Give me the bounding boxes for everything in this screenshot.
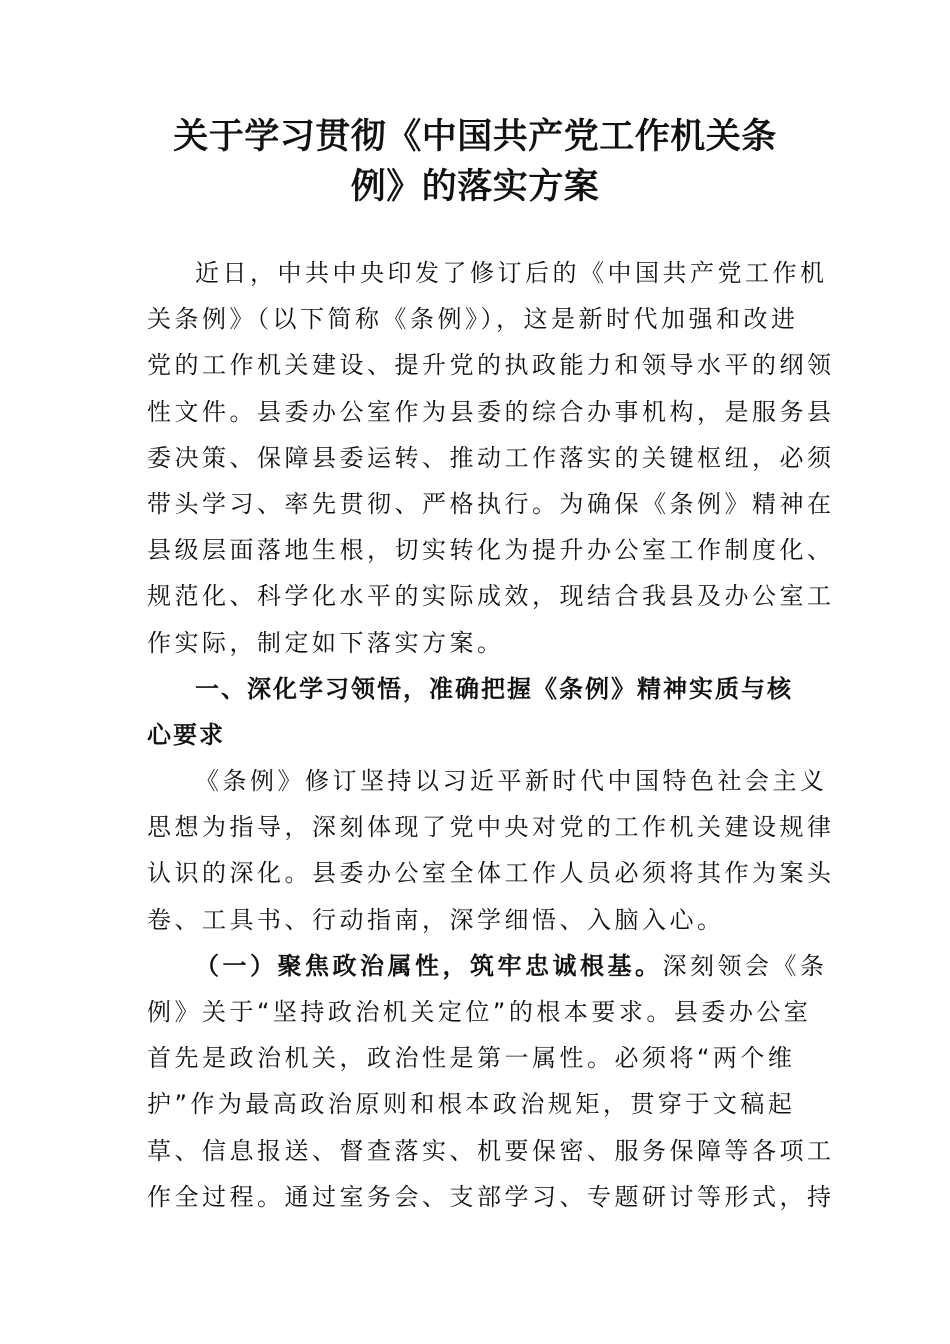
subsection-lead: （一）聚焦政治属性，筑牢忠诚根基。 xyxy=(195,951,663,980)
text-line: 首先是政治机关，政治性是第一属性。必须将“两个维 xyxy=(147,1044,796,1073)
paragraph-political xyxy=(147,943,835,1220)
text-line: 关条例》（以下简称《条例》），这是新时代加强和改进 xyxy=(147,305,799,334)
text-line: 例》关于“坚持政治机关定位”的根本要求。县委办公室 xyxy=(147,998,812,1026)
text-line: 性文件。县委办公室作为县委的综合办事机构，是服务县 xyxy=(147,397,835,426)
text-line xyxy=(147,943,828,989)
heading-line: 一、深化学习领悟，准确把握《条例》精神实质与核 xyxy=(195,674,793,703)
text-line: 认识的深化。县委办公室全体工作人员必须将其作为案头 xyxy=(147,859,835,888)
text-line: 护”作为最高政治原则和根本政治规矩，贯穿于文稿起 xyxy=(147,1090,796,1119)
text-line: 作全过程。通过室务会、支部学习、专题研讨等形式，持 xyxy=(147,1182,835,1211)
text-line: 作实际，制定如下落实方案。 xyxy=(147,628,505,657)
paragraph-intro xyxy=(147,250,835,666)
title-line-1: 关于学习贯彻《中国共产党工作机关条 xyxy=(173,116,777,157)
text-line: 规范化、科学化水平的实际成效，现结合我县及办公室工 xyxy=(147,582,835,611)
title-line-2: 例》的落实方案 xyxy=(350,166,600,207)
text-line: 卷、工具书、行动指南，深学细悟、入脑入心。 xyxy=(147,905,725,934)
text-line: 党的工作机关建设、提升党的执政能力和领导水平的纲领 xyxy=(147,351,835,380)
text-line: 草、信息报送、督查落实、机要保密、服务保障等各项工 xyxy=(147,1136,835,1165)
text-line: 县级层面落地生根，切实转化为提升办公室工作制度化、 xyxy=(147,536,835,565)
section-heading-1 xyxy=(147,666,807,758)
text-line: 《条例》修订坚持以习近平新时代中国特色社会主义 xyxy=(195,767,828,796)
text-line: 近日，中共中央印发了修订后的《中国共产党工作机 xyxy=(195,259,828,287)
text-line: 委决策、保障县委运转、推动工作落实的关键枢纽，必须 xyxy=(147,443,835,472)
paragraph-study xyxy=(147,758,835,943)
text-fragment: 深刻领会《条 xyxy=(662,951,828,980)
heading-line: 心要求 xyxy=(147,720,225,749)
text-line: 思想为指导，深刻体现了党中央对党的工作机关建设规律 xyxy=(147,813,835,842)
text-line: 带头学习、率先贯彻、严格执行。为确保《条例》精神在 xyxy=(147,489,835,518)
document-title xyxy=(140,112,810,212)
document-body xyxy=(147,250,835,1220)
